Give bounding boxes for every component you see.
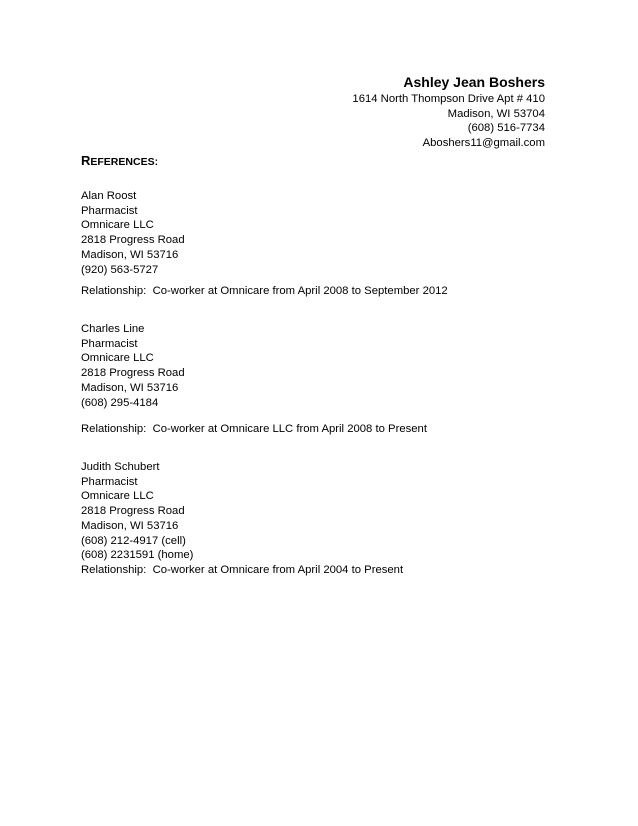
address: 1614 North Thompson Drive Apt # 410 xyxy=(352,93,545,105)
ref-phone-cell: (608) 212-4917 (cell) xyxy=(81,534,186,547)
ref-relationship: Relationship: Co-worker at Omnicare from April 2004 to Present xyxy=(81,564,404,576)
email: Aboshers11@gmail.com xyxy=(422,137,545,150)
reference-1 xyxy=(81,189,185,277)
ref-title: Pharmacist xyxy=(81,475,138,488)
ref-street: 2818 Progress Road xyxy=(81,505,185,518)
ref-name: Judith Schubert xyxy=(81,461,160,473)
ref-title: Pharmacist xyxy=(81,337,138,350)
title-rest: EFERENCES: xyxy=(90,156,159,168)
contact-header xyxy=(352,73,545,151)
city: Madison, WI 53704 xyxy=(447,107,545,120)
ref-phone: (920) 563-5727 xyxy=(81,263,159,276)
ref-name: Charles Line xyxy=(81,323,145,335)
ref-city: Madison, WI 53716 xyxy=(81,381,179,394)
reference-3 xyxy=(81,460,193,563)
ref-company: Omnicare LLC xyxy=(81,352,154,365)
ref-title: Pharmacist xyxy=(81,204,138,217)
title-initial: R xyxy=(81,153,91,168)
ref-relationship: Relationship: Co-worker at Omnicare from April 2008 to September 2012 xyxy=(81,285,448,297)
ref-phone: (608) 295-4184 xyxy=(81,396,159,409)
ref-relationship: Relationship: Co-worker at Omnicare LLC from April 2008 to Present xyxy=(81,423,427,435)
ref-name: Alan Roost xyxy=(81,190,137,202)
ref-company: Omnicare LLC xyxy=(81,219,154,232)
ref-phone-home: (608) 2231591 (home) xyxy=(81,549,194,562)
reference-2 xyxy=(81,322,185,410)
section-title xyxy=(81,153,158,168)
ref-city: Madison, WI 53716 xyxy=(81,248,179,261)
ref-street: 2818 Progress Road xyxy=(81,367,185,380)
applicant-name: Ashley Jean Boshers xyxy=(403,74,545,90)
ref-city: Madison, WI 53716 xyxy=(81,519,179,532)
ref-company: Omnicare LLC xyxy=(81,490,154,503)
phone: (608) 516-7734 xyxy=(467,122,545,135)
ref-street: 2818 Progress Road xyxy=(81,234,185,247)
